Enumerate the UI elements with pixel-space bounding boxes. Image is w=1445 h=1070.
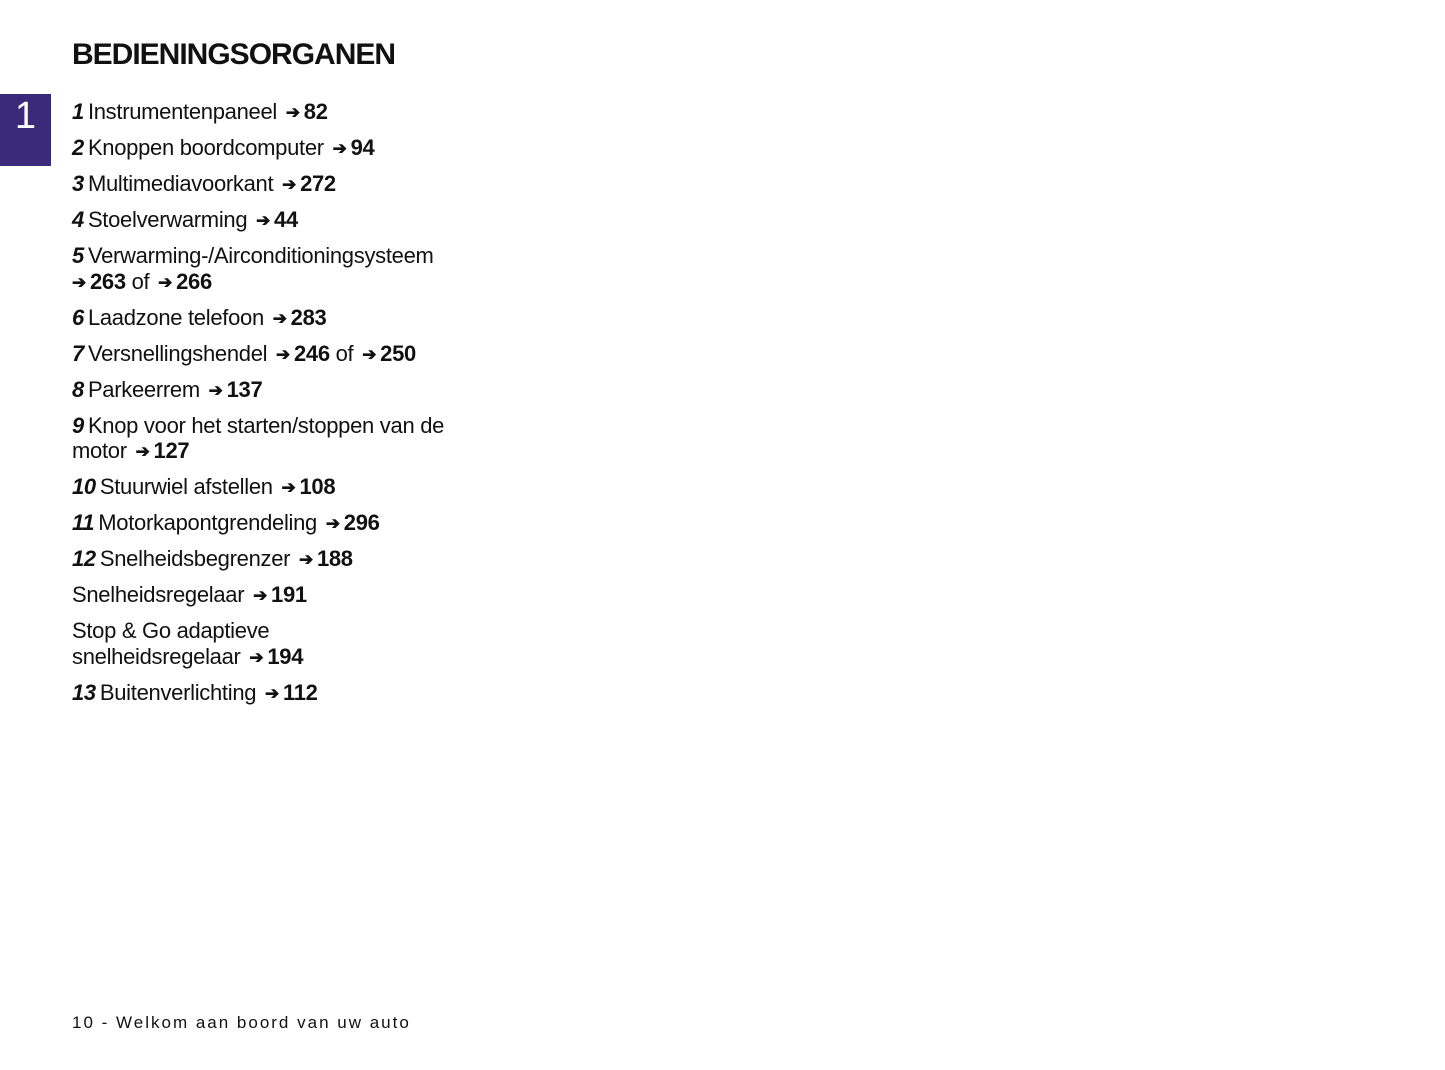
list-item (72, 341, 492, 368)
item-number: 12 (72, 546, 96, 571)
item-label: Versnellingshendel (87, 340, 268, 366)
arrow-right-icon: ➔ (282, 175, 297, 194)
item-label: Instrumentenpaneel (87, 99, 278, 124)
arrow-right-icon: ➔ (256, 211, 271, 230)
list-item (72, 510, 492, 537)
arrow-right-icon: ➔ (298, 550, 313, 569)
item-number: 9 (72, 412, 84, 438)
page-footer: 10 - Welkom aan boord van uw auto (72, 1013, 411, 1032)
item-label: Parkeerrem (87, 376, 200, 402)
list-item (72, 305, 492, 332)
page-reference[interactable]: 112 (282, 679, 318, 705)
arrow-right-icon: ➔ (253, 586, 268, 605)
arrow-right-icon: ➔ (158, 272, 173, 292)
list-item (72, 207, 492, 234)
arrow-right-icon: ➔ (281, 478, 296, 497)
list-item (72, 377, 492, 404)
list-item (72, 171, 492, 198)
page-reference[interactable]: 44 (274, 207, 298, 232)
page-reference[interactable]: 246 (294, 340, 330, 366)
item-label: Stop & Go adaptieve snelheidsregelaar (72, 618, 270, 669)
page-reference[interactable]: 194 (267, 643, 304, 669)
item-number: 3 (72, 171, 84, 196)
page-reference[interactable]: 250 (380, 340, 416, 366)
list-item (72, 618, 342, 670)
item-number: 6 (72, 304, 84, 330)
connector-text: of (335, 340, 354, 366)
connector-text: of (131, 268, 150, 294)
arrow-right-icon: ➔ (72, 272, 86, 292)
item-number: 11 (72, 510, 95, 535)
page-reference[interactable]: 263 (89, 268, 126, 294)
list-item (72, 99, 492, 126)
item-number: 1 (72, 99, 84, 124)
item-number: 4 (72, 207, 84, 232)
list-item (72, 135, 492, 162)
item-number: 10 (72, 474, 96, 499)
item-label: Verwarming-/Airconditioningsysteem (87, 243, 434, 268)
list-item (72, 680, 492, 707)
item-label: Snelheidsregelaar (72, 582, 245, 607)
item-label: Knoppen boordcomputer (87, 135, 324, 160)
page-reference[interactable]: 108 (299, 474, 336, 499)
controls-list (72, 99, 492, 716)
item-number: 5 (72, 243, 84, 268)
item-label: Knop voor het starten/stoppen van de motor (72, 412, 445, 463)
arrow-right-icon: ➔ (208, 380, 223, 400)
arrow-right-icon: ➔ (285, 103, 300, 122)
list-item (72, 546, 492, 573)
page-reference[interactable]: 191 (271, 582, 307, 607)
item-label: Stoelverwarming (87, 207, 248, 232)
page-reference[interactable]: 296 (343, 510, 380, 535)
list-item (72, 474, 492, 501)
item-number: 2 (72, 135, 84, 160)
item-label: Motorkapontgrendeling (98, 510, 317, 535)
arrow-right-icon: ➔ (272, 308, 287, 328)
page-reference[interactable]: 266 (176, 268, 212, 294)
item-label: Buitenverlichting (99, 679, 257, 705)
item-label: Stuurwiel afstellen (99, 474, 273, 499)
list-item (72, 243, 492, 295)
chapter-tab: 1 (0, 94, 51, 166)
item-number: 7 (72, 340, 84, 366)
page-reference[interactable]: 188 (316, 546, 353, 571)
item-label: Snelheidsbegrenzer (99, 546, 291, 571)
page-reference[interactable]: 127 (153, 438, 190, 463)
page-reference[interactable]: 94 (350, 135, 375, 160)
item-label: Laadzone telefoon (87, 304, 264, 330)
page-reference[interactable]: 137 (226, 376, 263, 402)
arrow-right-icon: ➔ (276, 344, 290, 364)
list-item (72, 413, 462, 465)
item-number: 13 (72, 679, 96, 705)
item-label: Multimediavoorkant (87, 171, 274, 196)
item-number: 8 (72, 376, 84, 402)
arrow-right-icon: ➔ (325, 514, 340, 533)
page-reference[interactable]: 283 (290, 304, 327, 330)
arrow-right-icon: ➔ (249, 647, 264, 667)
page-reference[interactable]: 272 (300, 171, 336, 196)
arrow-right-icon: ➔ (362, 344, 377, 364)
arrow-right-icon: ➔ (135, 442, 150, 461)
page-reference[interactable]: 82 (303, 99, 328, 124)
page-title: BEDIENINGSORGANEN (72, 38, 396, 71)
list-item (72, 582, 492, 609)
arrow-right-icon: ➔ (332, 139, 347, 158)
arrow-right-icon: ➔ (265, 683, 279, 703)
